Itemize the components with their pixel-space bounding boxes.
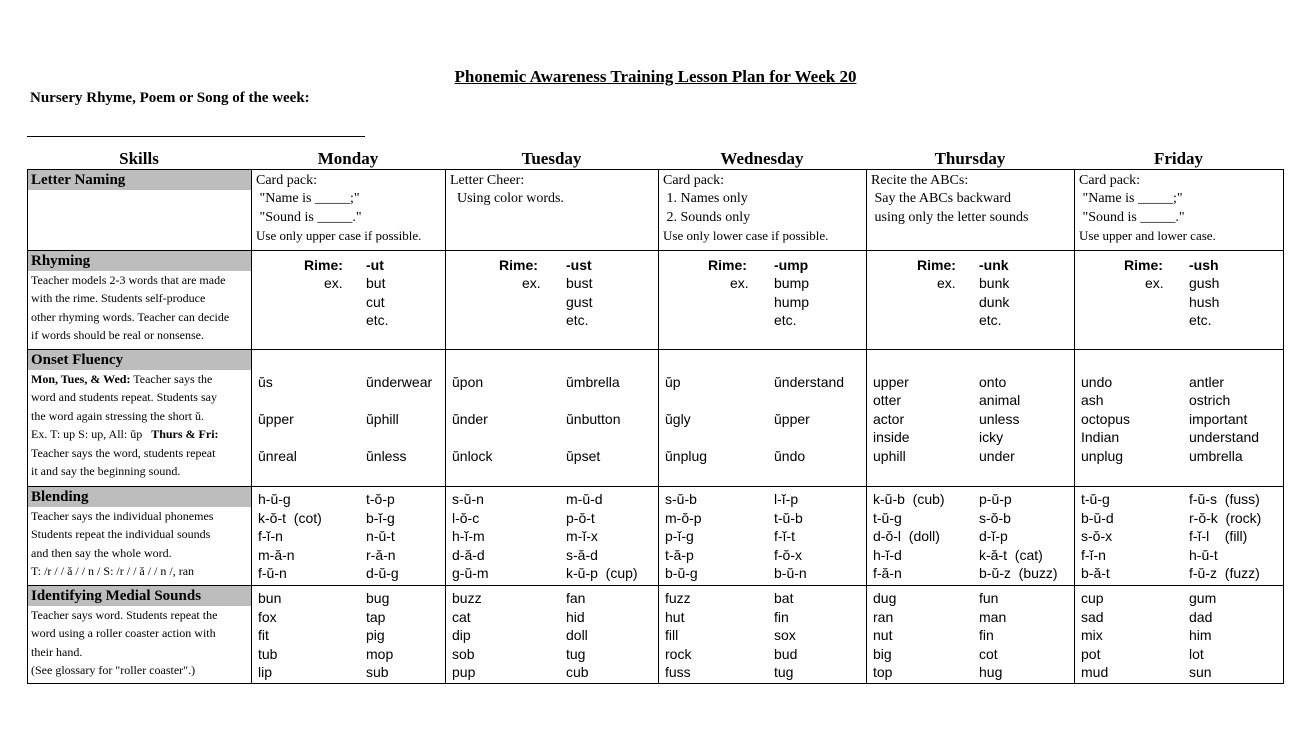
text-line: Letter Cheer: xyxy=(450,173,525,188)
rime-word: bump xyxy=(774,275,810,291)
word: buzz xyxy=(452,590,482,606)
word: bud xyxy=(774,645,798,662)
text-line: Card pack: xyxy=(663,173,725,188)
rime-word: but xyxy=(366,275,386,291)
day-cell xyxy=(659,586,867,684)
word: h-ĭ-d xyxy=(873,546,902,563)
rime-value: -ut xyxy=(366,257,384,273)
day-cell xyxy=(659,487,867,586)
header-friday: Friday xyxy=(1153,149,1204,168)
word: h-ŭ-t xyxy=(1189,546,1218,563)
word: b-ĭ-g xyxy=(366,509,395,526)
day-cell xyxy=(1075,487,1284,586)
word: f-ĭ-t xyxy=(774,528,795,544)
word: sun xyxy=(1189,664,1212,680)
word: cup xyxy=(1081,590,1104,606)
word: l-ĭ-p xyxy=(774,491,799,507)
word: ŭmbrella xyxy=(566,374,620,390)
word: ŭndo xyxy=(774,448,806,464)
word: lip xyxy=(258,664,273,680)
header-thursday: Thursday xyxy=(934,149,1006,168)
word: b-ŭ-z (buzz) xyxy=(979,565,1058,581)
desc-line: the word again stressing the short ŭ. xyxy=(31,408,204,423)
word: ŭnderstand xyxy=(774,374,845,390)
word: ŭnder xyxy=(452,411,488,427)
word: unless xyxy=(979,411,1020,427)
word: dug xyxy=(873,590,897,606)
word: ŭnreal xyxy=(258,448,297,464)
word: tap xyxy=(366,608,386,625)
word: lot xyxy=(1189,645,1204,662)
word: man xyxy=(979,608,1007,625)
word: f-ŭ-s (fuss) xyxy=(1189,491,1260,507)
desc-line: T: /r / / ă / / n / S: /r / / ă / / n /, ran xyxy=(31,564,195,579)
word: f-ŭ-z (fuzz) xyxy=(1189,565,1260,581)
rime-value: -ust xyxy=(566,257,592,273)
word: ŭpper xyxy=(774,411,810,427)
desc-line: Mon, Tues, & Wed: Teacher says the xyxy=(31,372,213,386)
desc-line: Students repeat the individual sounds xyxy=(31,527,211,542)
word: t-ă-p xyxy=(665,546,694,563)
text-line: using only the letter sounds xyxy=(871,209,1029,225)
word: ŭphill xyxy=(366,411,399,427)
rime-label: Rime: xyxy=(499,257,538,273)
word: ash xyxy=(1081,392,1104,408)
word: fuss xyxy=(665,664,691,680)
word: under xyxy=(979,448,1015,464)
page-title: Phonemic Awareness Training Lesson Plan for Week 20 xyxy=(454,67,857,86)
row-onset-fluency xyxy=(28,350,1284,487)
text-line: Using color words. xyxy=(450,191,564,207)
desc-line: other rhyming words. Teacher can decide xyxy=(31,309,230,324)
day-cell xyxy=(252,350,446,487)
day-cell xyxy=(252,487,446,586)
word: ŭgly xyxy=(665,411,691,427)
word: fin xyxy=(979,627,994,643)
word: f-ŭ-n xyxy=(258,565,287,581)
word: p-ĭ-g xyxy=(665,528,694,544)
word: onto xyxy=(979,374,1007,390)
fill-in-line xyxy=(27,136,365,137)
rime-word: hump xyxy=(774,294,810,310)
word: sox xyxy=(774,627,796,643)
skill-cell xyxy=(28,350,252,487)
word: uphill xyxy=(873,448,906,464)
skill-cell xyxy=(28,487,252,586)
word: actor xyxy=(873,411,905,427)
word: k-ŭ-b (cub) xyxy=(873,491,945,507)
word: f-ĭ-n xyxy=(1081,546,1106,563)
word: d-ĭ-p xyxy=(979,528,1008,544)
day-cell xyxy=(867,586,1075,684)
word: k-ŏ-t (cot) xyxy=(258,509,322,526)
rime-word: etc. xyxy=(366,312,389,328)
word: big xyxy=(873,645,892,662)
word: otter xyxy=(873,392,902,408)
note: Use upper and lower case. xyxy=(1079,227,1216,243)
word: d-ă-d xyxy=(452,546,485,563)
word: k-ŭ-p (cup) xyxy=(566,565,638,581)
word: understand xyxy=(1189,429,1260,445)
word: r-ă-n xyxy=(366,546,396,563)
day-cell xyxy=(659,170,867,251)
word: rock xyxy=(665,645,692,662)
day-cell xyxy=(446,251,659,350)
word: antler xyxy=(1189,374,1225,390)
rime-word: bust xyxy=(566,275,593,291)
rime-label: Rime: xyxy=(1124,257,1163,273)
rime-value: -ush xyxy=(1189,257,1219,273)
word: dip xyxy=(452,627,471,643)
rime-word: cut xyxy=(366,294,385,310)
word: cot xyxy=(979,645,998,662)
desc-line: and then say the whole word. xyxy=(31,545,172,560)
word: n-ŭ-t xyxy=(366,528,395,544)
word: k-ă-t (cat) xyxy=(979,546,1043,563)
row-rhyming xyxy=(28,251,1284,350)
desc-line: Teacher models 2-3 words that are made xyxy=(31,273,226,287)
word: fan xyxy=(566,590,586,606)
rime-word: gust xyxy=(566,294,593,310)
day-cell xyxy=(1075,350,1284,487)
rime-label: Rime: xyxy=(708,257,747,273)
text-line: Recite the ABCs: xyxy=(871,173,969,188)
word: cub xyxy=(566,664,589,680)
word: animal xyxy=(979,392,1021,408)
word: bug xyxy=(366,590,390,606)
word: bun xyxy=(258,590,282,606)
word: icky xyxy=(979,429,1004,445)
rime-word: etc. xyxy=(566,312,589,328)
word: ŭnlock xyxy=(452,448,493,464)
word: ŭp xyxy=(665,374,681,390)
skill-title: Blending xyxy=(28,487,251,507)
rime-value: -ump xyxy=(774,257,809,273)
word: hid xyxy=(566,608,585,625)
skill-title: Letter Naming xyxy=(28,170,251,190)
word: b-ŭ-g xyxy=(665,565,698,581)
word: important xyxy=(1189,411,1248,427)
word: upper xyxy=(873,374,909,390)
word: unplug xyxy=(1081,448,1124,464)
text-line: "Sound is _____." xyxy=(1079,209,1185,225)
row-letter-naming xyxy=(28,170,1284,251)
word: r-ŏ-k (rock) xyxy=(1189,509,1262,526)
word: tug xyxy=(774,664,794,680)
word: bat xyxy=(774,590,794,606)
rime-word: etc. xyxy=(774,312,797,328)
word: ŭpper xyxy=(258,411,294,427)
word: fuzz xyxy=(665,590,691,606)
word: octopus xyxy=(1081,411,1131,427)
row-blending xyxy=(28,487,1284,586)
skill-cell xyxy=(28,251,252,350)
header-skills: Skills xyxy=(119,149,159,168)
word: umbrella xyxy=(1189,448,1243,464)
desc-line: with the rime. Students self-produce xyxy=(31,291,206,306)
word: cat xyxy=(452,608,471,625)
word: m-ŏ-p xyxy=(665,509,702,526)
word: inside xyxy=(873,429,910,445)
word: m-ŭ-d xyxy=(566,491,603,507)
word: ostrich xyxy=(1189,392,1231,408)
text-line: Say the ABCs backward xyxy=(871,191,1011,207)
word: f-ĭ-n xyxy=(258,528,283,544)
word: t-ŭ-g xyxy=(873,509,902,526)
word: s-ŭ-b xyxy=(665,491,697,507)
day-cell xyxy=(446,170,659,251)
word: fill xyxy=(665,627,679,643)
desc-line: it and say the beginning sound. xyxy=(31,464,181,479)
word: sad xyxy=(1081,608,1104,625)
desc-line: if words should be real or nonsense. xyxy=(31,328,204,343)
day-cell xyxy=(659,350,867,487)
desc-line: word using a roller coaster action with xyxy=(31,626,216,641)
ex-label: ex. xyxy=(730,275,749,291)
desc-line: Teacher says word. Students repeat the xyxy=(31,608,218,622)
desc-line: Teacher says the word, students repeat xyxy=(31,445,216,460)
skill-title: Identifying Medial Sounds xyxy=(28,586,251,606)
word: gum xyxy=(1189,590,1217,606)
rime-word: hush xyxy=(1189,294,1220,310)
desc-line: Ex. T: up S: up, All: ŭp Thurs & Fri: xyxy=(31,427,219,442)
word: tug xyxy=(566,645,586,662)
header-tuesday: Tuesday xyxy=(521,149,582,168)
rime-word: dunk xyxy=(979,294,1010,310)
word: f-ă-n xyxy=(873,565,902,581)
word: top xyxy=(873,664,893,680)
rime-word: etc. xyxy=(979,312,1002,328)
text-line: 2. Sounds only xyxy=(663,209,751,225)
word: tub xyxy=(258,645,278,662)
word: t-ŭ-g xyxy=(1081,491,1110,507)
desc-line: (See glossary for "roller coaster".) xyxy=(31,663,196,678)
day-cell xyxy=(1075,251,1284,350)
word: g-ŭ-m xyxy=(452,565,489,581)
word: dad xyxy=(1189,608,1213,625)
day-cell xyxy=(867,350,1075,487)
day-cell xyxy=(252,170,446,251)
word: hug xyxy=(979,664,1003,680)
ex-label: ex. xyxy=(1145,275,1164,291)
word: m-ă-n xyxy=(258,546,295,563)
word: him xyxy=(1189,627,1212,643)
desc-line: their hand. xyxy=(31,644,83,659)
word: ŭnbutton xyxy=(566,411,621,427)
word: m-ĭ-x xyxy=(566,528,598,544)
word: s-ŭ-n xyxy=(452,491,484,507)
day-cell xyxy=(867,251,1075,350)
word: sob xyxy=(452,645,475,662)
note: Use only lower case if possible. xyxy=(663,227,829,243)
word: s-ŏ-b xyxy=(979,509,1011,526)
day-cell xyxy=(252,586,446,684)
word: ŭnless xyxy=(366,448,407,464)
word: b-ŭ-d xyxy=(1081,509,1114,526)
ex-label: ex. xyxy=(937,275,956,291)
day-cell xyxy=(867,487,1075,586)
word: ran xyxy=(873,608,894,625)
text-line: 1. Names only xyxy=(663,191,748,207)
word: ŭnplug xyxy=(665,448,708,464)
word: b-ă-t xyxy=(1081,565,1110,581)
day-cell xyxy=(1075,170,1284,251)
word: ŭpset xyxy=(566,448,601,464)
word: l-ŏ-c xyxy=(452,509,480,526)
ex-label: ex. xyxy=(324,275,343,291)
word: s-ŏ-x xyxy=(1081,528,1113,544)
rime-value: -unk xyxy=(979,257,1009,273)
rime-label: Rime: xyxy=(304,257,343,273)
word: f-ŏ-x xyxy=(774,546,802,563)
ex-label: ex. xyxy=(522,275,541,291)
word: p-ŭ-p xyxy=(979,491,1012,507)
rime-word: gush xyxy=(1189,275,1220,291)
word: pup xyxy=(452,664,476,680)
day-cell xyxy=(446,487,659,586)
word: d-ŭ-g xyxy=(366,565,399,581)
word: t-ŭ-b xyxy=(774,509,803,526)
word: p-ŏ-t xyxy=(566,509,595,526)
word: fin xyxy=(774,608,789,625)
word: ŭpon xyxy=(452,374,484,390)
word: h-ĭ-m xyxy=(452,528,485,544)
subtitle: Nursery Rhyme, Poem or Song of the week: xyxy=(30,90,310,106)
header-monday: Monday xyxy=(317,149,379,168)
word: fox xyxy=(258,608,277,625)
word: pot xyxy=(1081,645,1101,662)
day-cell xyxy=(1075,586,1284,684)
rime-word: etc. xyxy=(1189,312,1212,328)
text-line: Card pack: xyxy=(256,173,318,188)
word: nut xyxy=(873,627,893,643)
word: b-ŭ-n xyxy=(774,565,807,581)
day-cell xyxy=(867,170,1075,251)
word: h-ŭ-g xyxy=(258,491,291,507)
skill-cell xyxy=(28,586,252,684)
word: fun xyxy=(979,590,999,606)
word: pig xyxy=(366,627,385,643)
word: s-ă-d xyxy=(566,546,598,563)
skill-cell xyxy=(28,170,252,251)
header-wednesday: Wednesday xyxy=(720,149,804,168)
word: d-ŏ-l (doll) xyxy=(873,528,940,544)
skill-title: Rhyming xyxy=(28,251,251,271)
word: Indian xyxy=(1081,429,1120,445)
lesson-table xyxy=(27,169,1284,684)
day-cell xyxy=(446,350,659,487)
text-line: "Name is _____;" xyxy=(1079,191,1183,207)
skill-title: Onset Fluency xyxy=(28,350,251,370)
text-line: "Sound is _____." xyxy=(256,209,362,225)
word: fit xyxy=(258,627,269,643)
text-line: "Name is _____;" xyxy=(256,191,360,207)
word: doll xyxy=(566,627,588,643)
word: mop xyxy=(366,645,394,662)
word: hut xyxy=(665,608,685,625)
desc-line: word and students repeat. Students say xyxy=(31,390,217,405)
word: ŭnderwear xyxy=(366,374,433,390)
word: sub xyxy=(366,664,389,680)
word: f-ĭ-l (fill) xyxy=(1189,528,1248,544)
word: mix xyxy=(1081,627,1103,643)
rime-label: Rime: xyxy=(917,257,956,273)
day-cell xyxy=(252,251,446,350)
row-medial-sounds xyxy=(28,586,1284,684)
day-cell xyxy=(659,251,867,350)
word: mud xyxy=(1081,664,1109,680)
note: Use only upper case if possible. xyxy=(256,227,422,243)
desc-line: Teacher says the individual phonemes xyxy=(31,509,214,523)
word: undo xyxy=(1081,374,1113,390)
word: ŭs xyxy=(258,374,273,390)
rime-word: bunk xyxy=(979,275,1010,291)
text-line: Card pack: xyxy=(1079,173,1141,188)
word: t-ŏ-p xyxy=(366,491,395,507)
day-cell xyxy=(446,586,659,684)
